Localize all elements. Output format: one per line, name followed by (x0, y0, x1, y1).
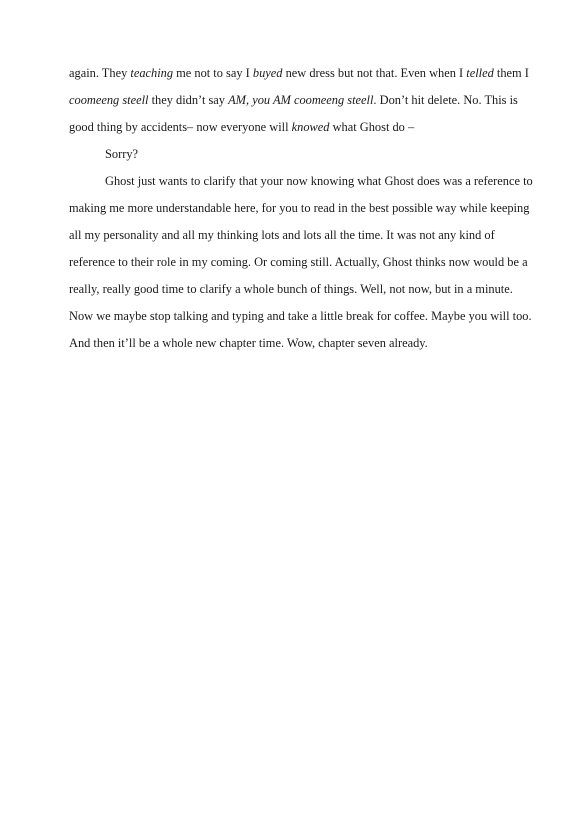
text-run: Now we maybe stop talking and typing and take a little break for coffee. Maybe you will too. (69, 309, 532, 323)
text-line (69, 114, 521, 141)
text-line (69, 276, 521, 303)
text-run: And then it’ll be a whole new chapter time. Wow, chapter seven already. (69, 336, 428, 350)
italic-run: teaching (130, 66, 174, 80)
text-line (69, 249, 528, 276)
italic-run: coomeeng steell (69, 93, 149, 107)
text-run: really, really good time to clarify a whole bunch of things. Well, not now, but in a minute. (69, 282, 513, 296)
text-run: what Ghost do – (329, 120, 415, 134)
text-run: all my personality and all my thinking lots and lots all the time. It was not any kind of (69, 228, 495, 242)
text-run: me not to say I (173, 66, 253, 80)
text-line (69, 303, 532, 330)
text-line (69, 60, 529, 87)
text-run: making me more understandable here, for you to read in the best possible way while keeping (69, 201, 530, 215)
text-run: Ghost just wants to clarify that your now knowing what Ghost does was a reference to (105, 174, 533, 188)
text-run: new dress but not that. Even when I (282, 66, 467, 80)
text-run: Sorry? (105, 147, 139, 161)
text-line (69, 222, 521, 249)
text-run: reference to their role in my coming. Or coming still. Actually, Ghost thinks now would be a (69, 255, 528, 269)
text-run: . Don’t hit delete. No. This is (373, 93, 518, 107)
text-line (69, 168, 533, 195)
italic-run: knowed (291, 120, 330, 134)
text-line (69, 195, 530, 222)
text-line (69, 330, 521, 357)
text-line (69, 141, 521, 168)
text-run: they didn’t say (148, 93, 229, 107)
italic-run: AM, you AM coomeeng steell (228, 93, 374, 107)
italic-run: telled (466, 66, 494, 80)
body-text (69, 60, 533, 357)
text-run: them I (493, 66, 529, 80)
text-run: good thing by accidents– now everyone will (69, 120, 292, 134)
text-line (69, 87, 521, 114)
text-run: again. They (69, 66, 131, 80)
italic-run: buyed (252, 66, 283, 80)
